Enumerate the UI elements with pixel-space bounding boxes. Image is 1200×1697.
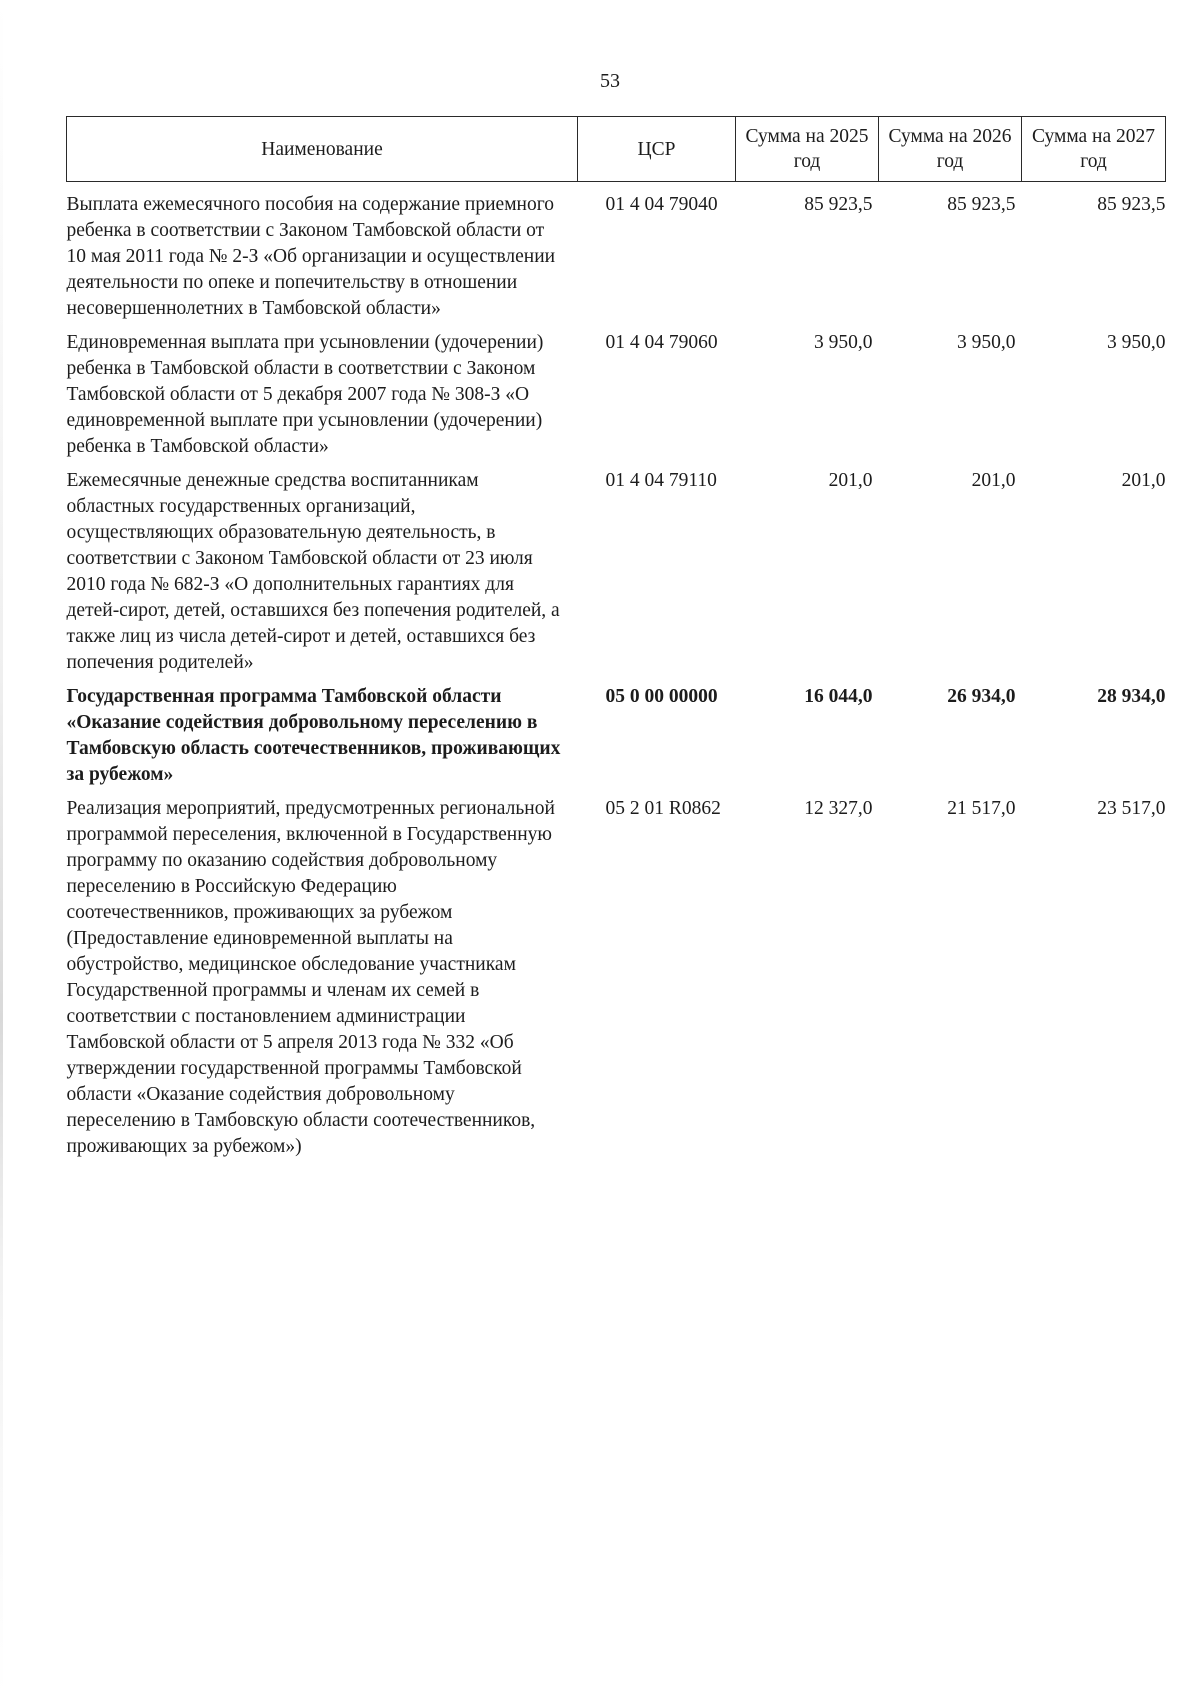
row-amount-2025: 3 950,0	[814, 332, 873, 353]
row-amount-2027: 23 517,0	[1097, 798, 1166, 819]
table-header-row	[67, 117, 1166, 182]
row-csr: 01 4 04 79060	[605, 332, 718, 353]
row-amount-2025: 12 327,0	[804, 798, 873, 819]
header-name: Наименование	[67, 117, 578, 182]
row-name: Реализация мероприятий, предусмотренных региональной программой переселения, включенной в Государственную программу по оказанию содействия добровольному переселению в Российскую Федерацию соотечественников, проживающих за рубежом (Предоставление единовременной выплаты на обустройство, медицинское обследование участникам Государственной программы и членам их семей в соответствии с постановлением администрации Тамбовской области от 5 апреля 2013 года № 332 «Об утверждении государственной программы Тамбовской области «Оказание содействия добровольному переселению в Тамбовскую области соотечественников, проживающих за рубежом»)	[66, 798, 555, 1157]
row-amount-2026: 85 923,5	[947, 194, 1016, 215]
row-amount-2025: 16 044,0	[804, 686, 873, 707]
row-name: Государственная программа Тамбовской области «Оказание содействия добровольному переселению в Тамбовскую область соотечественников, проживающих за рубежом»	[66, 686, 561, 785]
row-amount-2026: 26 934,0	[947, 686, 1016, 707]
row-name: Единовременная выплата при усыновлении (удочерении) ребенка в Тамбовской области в соответствии с Законом Тамбовской области от 5 декабря 2007 года № 308-З «О единовременной выплате при усыновлении (удочерении) ребенка в Тамбовской области»	[66, 332, 544, 457]
row-amount-2027: 85 923,5	[1097, 194, 1166, 215]
row-amount-2027: 3 950,0	[1107, 332, 1166, 353]
table-row	[67, 182, 1166, 331]
table-row	[67, 468, 1166, 684]
page-number: 53	[600, 70, 620, 92]
row-amount-2025: 201,0	[828, 470, 873, 491]
table-row-program	[67, 684, 1166, 796]
row-amount-2026: 201,0	[971, 470, 1016, 491]
row-amount-2026: 21 517,0	[947, 798, 1016, 819]
row-csr: 01 4 04 79040	[605, 194, 718, 215]
row-csr: 05 0 00 00000	[605, 686, 718, 707]
row-csr: 01 4 04 79110	[605, 470, 717, 491]
row-amount-2027: 201,0	[1121, 470, 1166, 491]
row-amount-2025: 85 923,5	[804, 194, 873, 215]
row-amount-2027: 28 934,0	[1097, 686, 1166, 707]
budget-table	[66, 116, 1166, 1168]
header-year-2027: Сумма на 2027 год	[1022, 117, 1166, 182]
header-csr: ЦСР	[578, 117, 736, 182]
scan-edge	[0, 0, 3, 1697]
table-row	[67, 330, 1166, 468]
row-name: Ежемесячные денежные средства воспитанникам областных государственных организаций, осуществляющих образовательную деятельность, в соответствии с Законом Тамбовской области от 23 июля 2010 года № 682-З «О дополнительных гарантиях для детей-сирот, детей, оставшихся без попечения родителей, а также лиц из числа детей-сирот и детей, оставшихся без попечения родителей»	[66, 470, 560, 673]
row-name: Выплата ежемесячного пособия на содержание приемного ребенка в соответствии с Законом Тамбовской области от 10 мая 2011 года № 2-З «Об организации и осуществлении деятельности по опеке и попечительству в отношении несовершеннолетних в Тамбовской области»	[66, 194, 556, 319]
table-row	[67, 796, 1166, 1168]
header-year-2026: Сумма на 2026 год	[879, 117, 1022, 182]
header-year-2025: Сумма на 2025 год	[736, 117, 879, 182]
row-csr: 05 2 01 R0862	[605, 798, 721, 819]
row-amount-2026: 3 950,0	[957, 332, 1016, 353]
